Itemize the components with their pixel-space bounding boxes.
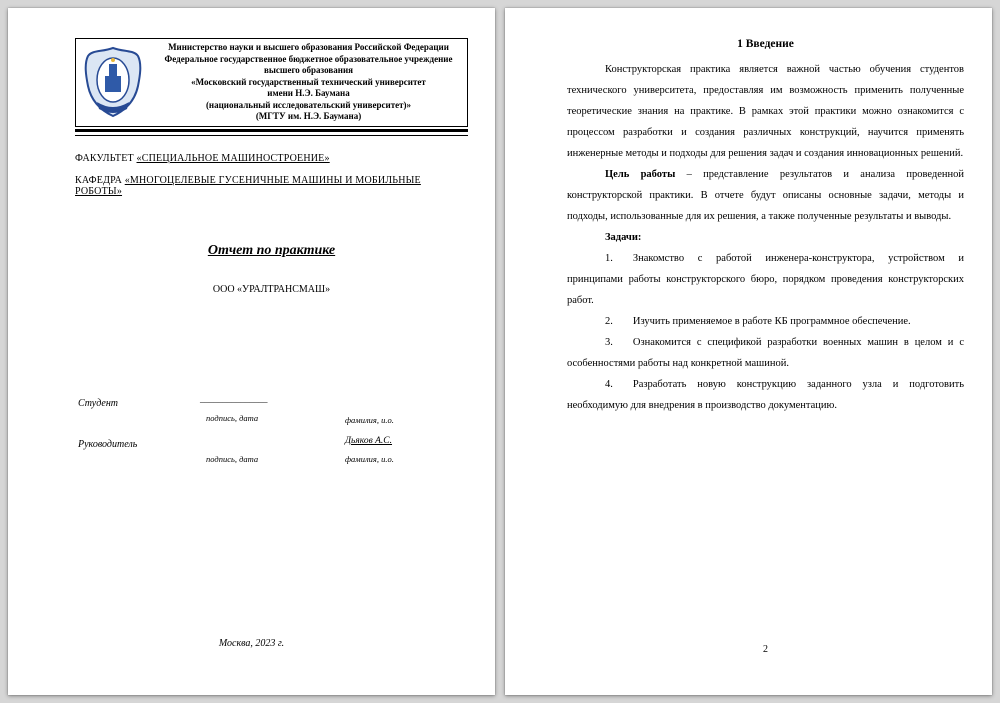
task-text: Знакомство с работой инженера-конструктора, устройством и принципами работы конструкторского бюро, порядком проведения конструкторских работ.: [567, 253, 964, 306]
tasks-heading-text: Задачи:: [605, 232, 642, 243]
header-line: Федеральное государственное бюджетное образовательное учреждение: [164, 53, 453, 64]
divider-thin: [75, 135, 468, 136]
task-number: 2.: [605, 316, 613, 327]
name-caption: фамилия, и.о.: [345, 454, 394, 464]
goal-rest: – представление результатов и анализа проведенной конструкторской практики. В отчете будут описаны основные задачи, методы и подходы, использованные для их решения, а также полученные результаты и выводы.: [567, 169, 964, 222]
student-signature-blank: _______________: [200, 394, 268, 404]
content-page[interactable]: [505, 8, 992, 695]
intro-paragraph: Конструкторская практика является важной частью обучения студентов технического университета, предоставляя им возможность применить полученные теоретические знания на практике. В рамках этой практики можно ознакомится с процессом разработки и создания различных конструкций, научится применять инженерные методы и подходы для решения задач и создания инновационных решений.: [567, 64, 964, 159]
department-label: КАФЕДРА: [75, 174, 122, 186]
goal-lead: Цель работы: [605, 169, 676, 180]
supervisor-label: Руководитель: [78, 439, 138, 450]
header-line: имени Н.Э. Баумана: [267, 88, 350, 98]
task-item: [567, 248, 964, 311]
task-text: Изучить применяемое в работе КБ программное обеспечение.: [632, 316, 911, 327]
section-heading: 1 Введение: [737, 38, 794, 50]
faculty-value: «СПЕЦИАЛЬНОЕ МАШИНОСТРОЕНИЕ»: [136, 152, 330, 164]
divider-thick: [75, 129, 468, 132]
faculty-label: ФАКУЛЬТЕТ: [75, 152, 134, 164]
ministry-header-box: [75, 38, 468, 127]
supervisor-name: Дьяков А.С.: [345, 436, 393, 446]
task-number: 4.: [605, 379, 613, 390]
header-line: «Московский государственный технический университет: [191, 76, 426, 87]
ministry-header-text: [150, 39, 467, 126]
title-page[interactable]: [8, 8, 495, 695]
task-item: [567, 374, 964, 416]
department-line: [75, 175, 468, 197]
goal-paragraph: [567, 164, 964, 227]
header-line: (МГТУ им. Н.Э. Баумана): [255, 111, 362, 121]
name-caption: фамилия, и.о.: [345, 415, 394, 425]
student-label: Студент: [78, 398, 118, 409]
task-number: 1.: [605, 253, 613, 264]
header-line: высшего образования: [263, 65, 354, 75]
task-text: Ознакомится с спецификой разработки военных машин в целом и с особенностями работы над конкретной машиной.: [567, 337, 964, 369]
task-text: Разработать новую конструкцию заданного узла и подготовить необходимую для внедрения в производство документацию.: [567, 379, 964, 411]
header-line: (национальный исследовательский университет)»: [205, 99, 412, 110]
organization-name: ООО «УРАЛТРАНСМАШ»: [212, 283, 331, 295]
report-title: Отчет по практике: [207, 242, 336, 258]
header-line: Министерство науки и высшего образования Российской Федерации: [168, 42, 449, 52]
tasks-heading: [567, 227, 964, 248]
page-number: 2: [763, 644, 768, 655]
university-emblem-icon: [76, 42, 150, 122]
task-item: [567, 311, 964, 332]
department-value: «МНОГОЦЕЛЕВЫЕ ГУСЕНИЧНЫЕ МАШИНЫ И МОБИЛЬНЫЕ РОБОТЫ»: [75, 174, 421, 197]
faculty-line: [75, 153, 468, 164]
signature-caption: подпись, дата: [206, 454, 259, 464]
task-item: [567, 332, 964, 374]
signature-caption: подпись, дата: [206, 413, 259, 423]
city-year-footer: Москва, 2023 г.: [218, 638, 285, 649]
task-number: 3.: [605, 337, 613, 348]
